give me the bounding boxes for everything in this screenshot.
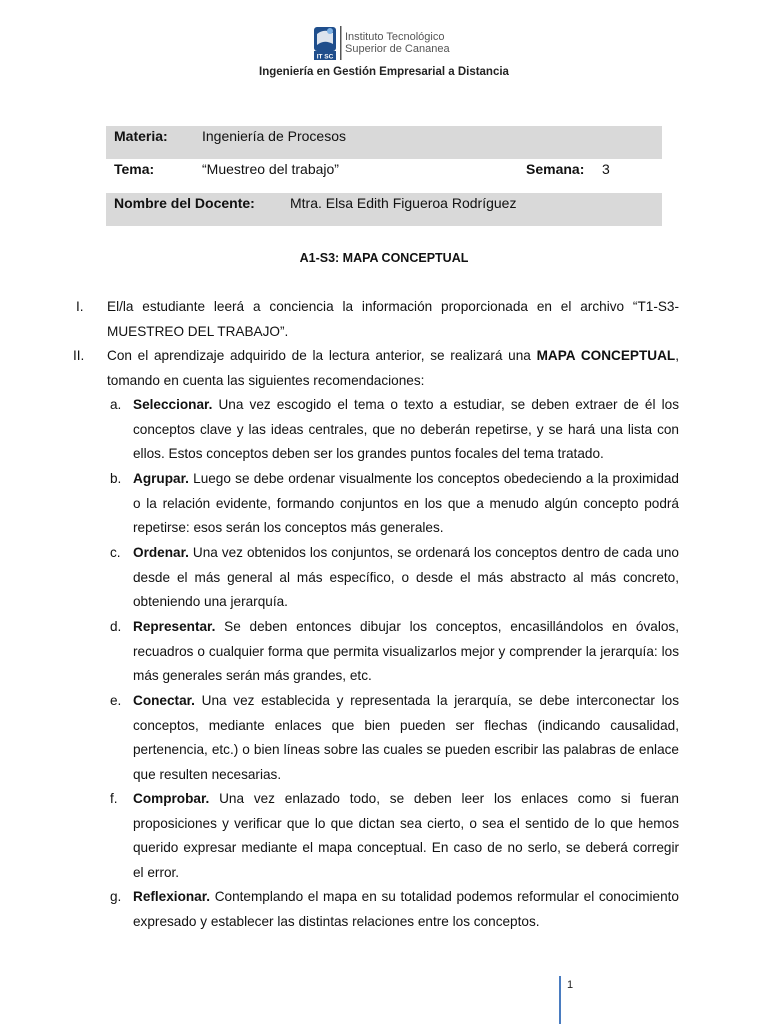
- step-marker: a.: [110, 397, 122, 412]
- activity-title: A1-S3: MAPA CONCEPTUAL: [299, 251, 469, 265]
- step-term: Ordenar.: [133, 545, 189, 560]
- instruction-i-line-2: MUESTREO DEL TRABAJO”.: [107, 323, 289, 339]
- step-item: [133, 885, 679, 934]
- logo-mark-icon: [312, 24, 462, 64]
- logo-badge: IT SC: [316, 53, 334, 61]
- tema-label: Tema:: [114, 161, 155, 177]
- step-line: ellos. Estos conceptos deben ser los grandes puntos focales del tema tratado.: [133, 446, 604, 461]
- logo-line-2: Superior de Cananea: [345, 43, 450, 55]
- step-line: desde el más general al más específico, o desde el más abstracto al más concreto,: [133, 569, 679, 585]
- step-marker: e.: [110, 693, 122, 708]
- step-line: expresado y establecer las distintas relaciones entre los conceptos.: [133, 913, 540, 929]
- instruction-ii-line-2: tomando en cuenta las siguientes recomendaciones:: [107, 372, 425, 388]
- tema-value: “Muestreo del trabajo”: [202, 161, 339, 177]
- institute-logo: [312, 24, 462, 64]
- step-line: más generales serán más grandes, etc.: [133, 668, 372, 683]
- materia-value: Ingeniería de Procesos: [202, 128, 346, 144]
- step-line: pertenencia, etc.) o bien líneas sobre las cuales se pueden escribir las palabras de enlace: [133, 742, 679, 757]
- program-name: Ingeniería en Gestión Empresarial a Distancia: [259, 66, 509, 78]
- materia-label: Materia:: [114, 128, 168, 144]
- semana-label: Semana:: [526, 161, 585, 177]
- step-line: [133, 615, 679, 640]
- step-term: Conectar.: [133, 693, 195, 708]
- docente-value: Mtra. Elsa Edith Figueroa Rodríguez: [290, 195, 517, 211]
- step-line: recuadros o cualquier forma que permita visualizarlos mejor y comprender la jerarquía: los: [133, 643, 679, 659]
- step-marker: f.: [110, 791, 118, 806]
- item-ii-marker: II.: [73, 348, 85, 363]
- step-text: Una vez enlazado todo, se deben leer los enlaces como si fueran: [209, 791, 679, 806]
- step-line: [133, 787, 679, 812]
- tema-row: [106, 159, 662, 193]
- instruction-ii-pre: Con el aprendizaje adquirido de la lectura anterior, se realizará una: [107, 348, 537, 363]
- step-item: [133, 393, 679, 467]
- step-term: Seleccionar.: [133, 397, 213, 412]
- step-line: [133, 689, 679, 714]
- step-text: Se deben entonces dibujar los conceptos, encasillándolos en óvalos,: [215, 619, 679, 634]
- step-marker: g.: [110, 889, 122, 904]
- docente-row: [106, 193, 662, 226]
- instruction-i-line-1: El/la estudiante leerá a conciencia la información proporcionada en el archivo “T1-S3-: [107, 299, 679, 314]
- step-line: conceptos, mediante enlaces que bien pueden ser flechas (indicando causalidad,: [133, 717, 679, 733]
- step-item: [133, 467, 679, 541]
- step-item: [133, 787, 679, 885]
- logo-line-1: Instituto Tecnológico: [345, 31, 445, 43]
- step-text: Una vez establecida y representada la jerarquía, se debe interconectar los: [194, 693, 679, 708]
- instruction-ii: [107, 344, 679, 393]
- docente-label: Nombre del Docente:: [114, 195, 255, 211]
- step-item: [133, 541, 679, 615]
- step-line: conceptos clave y las ideas centrales, que no deberán repetirse, y se hará una lista con: [133, 421, 679, 437]
- step-line: que resulten necesarias.: [133, 766, 282, 782]
- step-line: querido expresar mediante el mapa conceptual. En caso de no serlo, se deberá corregir: [133, 840, 679, 855]
- step-line: [133, 393, 679, 418]
- step-line: [133, 467, 679, 492]
- item-i-marker: I.: [76, 299, 84, 314]
- instruction-ii-post: ,: [675, 348, 680, 363]
- step-text: Una vez obtenidos los conjuntos, se ordenará los conceptos dentro de cada uno: [188, 545, 679, 560]
- step-term: Representar.: [133, 619, 216, 634]
- step-marker: b.: [110, 471, 122, 486]
- instruction-i: [107, 295, 679, 344]
- step-line: obteniendo una jerarquía.: [133, 594, 288, 609]
- step-line: [133, 885, 679, 910]
- step-term: Reflexionar.: [133, 889, 211, 904]
- step-term: Comprobar.: [133, 791, 210, 806]
- page-number: 1: [567, 979, 574, 991]
- page-number-rule: [559, 976, 561, 1024]
- instruction-ii-line-1: [107, 344, 679, 369]
- instruction-ii-bold: MAPA CONCEPTUAL: [536, 348, 676, 363]
- step-item: [133, 615, 679, 689]
- step-term: Agrupar.: [133, 471, 189, 486]
- step-item: [133, 689, 679, 787]
- step-line: el error.: [133, 864, 180, 880]
- step-text: Una vez escogido el tema o texto a estudiar, se deben extraer de él los: [212, 397, 679, 412]
- step-line: o la relación evidente, formando conjuntos en los que a menudo algún concepto podrá: [133, 495, 679, 511]
- materia-row: [106, 126, 662, 159]
- step-marker: d.: [110, 619, 122, 634]
- step-line: [133, 541, 679, 566]
- semana-value: 3: [602, 161, 610, 177]
- step-text: Luego se debe ordenar visualmente los conceptos obedeciendo a la proximidad: [188, 471, 679, 486]
- step-line: proposiciones y verificar que lo que dictan sea cierto, o sea el sentido de lo que hemos: [133, 815, 679, 831]
- step-line: repetirse: esos serán los conceptos más generales.: [133, 520, 444, 535]
- step-text: Contemplando el mapa en su totalidad podemos reformular el conocimiento: [210, 889, 679, 904]
- step-marker: c.: [110, 545, 121, 560]
